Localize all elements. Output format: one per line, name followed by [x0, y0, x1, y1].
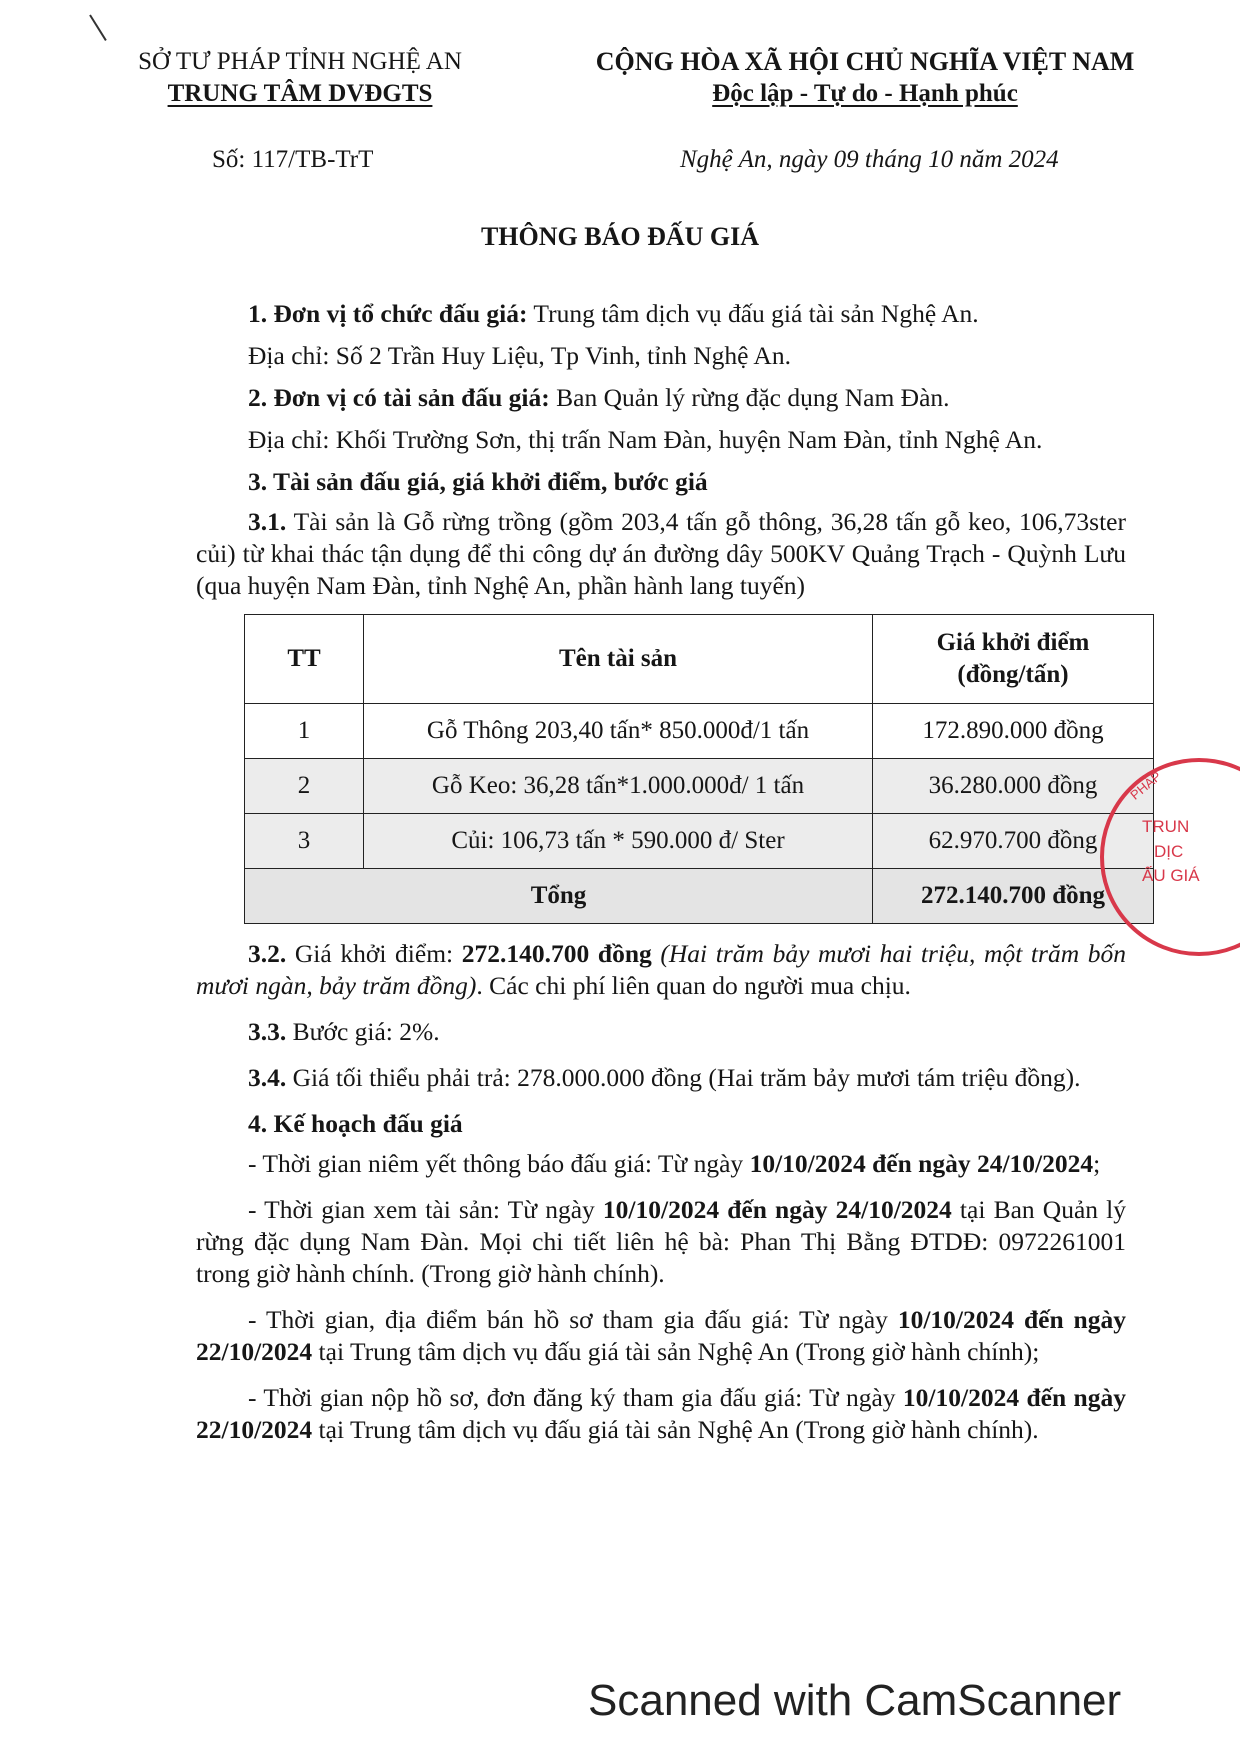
row-2-price: 36.280.000 đồng	[873, 759, 1154, 814]
agency-line-1: SỞ TƯ PHÁP TỈNH NGHỆ AN	[138, 48, 462, 75]
plan-item-3-a: - Thời gian, địa điểm bán hồ sơ tham gia đấu giá: Từ ngày	[248, 1305, 898, 1334]
table-row	[245, 814, 1154, 869]
section-3-heading	[196, 466, 1126, 498]
stamp-line-2: DỊC	[1154, 842, 1184, 861]
section-3-2-suffix: . Các chi phí liên quan do người mua chịu.	[476, 971, 911, 1000]
plan-item-3	[196, 1304, 1126, 1368]
section-2	[196, 382, 1126, 414]
document-title: THÔNG BÁO ĐẤU GIÁ	[480, 222, 760, 251]
section-3-1-text: Tài sản là Gỗ rừng trồng (gồm 203,4 tấn gỗ thông, 36,28 tấn gỗ keo, 106,73ster củi) từ khai thác tận dụng để thi công dự án đường dây 500KV Quảng Trạch - Quỳnh Lưu (qua huyện Nam Đàn, tỉnh Nghệ An, phần hành lang tuyến)	[196, 507, 1126, 600]
section-2-address: Địa chỉ: Khối Trường Sơn, thị trấn Nam Đàn, huyện Nam Đàn, tỉnh Nghệ An.	[248, 425, 1043, 454]
section-2-label: 2. Đơn vị có tài sản đấu giá:	[248, 383, 550, 412]
total-value: 272.140.700 đồng	[873, 869, 1154, 924]
plan-item-1-dates: 10/10/2024 đến ngày 24/10/2024	[749, 1149, 1094, 1178]
nation-line-1: CỘNG HÒA XÃ HỘI CHỦ NGHĨA VIỆT NAM	[595, 47, 1135, 76]
section-3-3-text: Bước giá: 2%.	[286, 1017, 440, 1046]
plan-item-4-c: tại Trung tâm dịch vụ đấu giá tài sản Nghệ An (Trong giờ hành chính).	[312, 1415, 1039, 1444]
table-row	[245, 759, 1154, 814]
asset-table	[244, 614, 1154, 924]
plan-item-2	[196, 1194, 1126, 1290]
scan-mark	[89, 14, 107, 41]
scanner-footer: Scanned with CamScanner	[588, 1676, 1122, 1725]
agency-header	[100, 46, 500, 110]
plan-item-1	[196, 1148, 1126, 1180]
section-1-value: Trung tâm dịch vụ đấu giá tài sản Nghệ An.	[527, 299, 979, 328]
col-price	[873, 615, 1154, 704]
plan-item-3-dates: 10/10/2024 đến ngày 22/10/2024	[196, 1305, 1126, 1366]
section-2-value: Ban Quản lý rừng đặc dụng Nam Đàn.	[549, 383, 950, 412]
section-3-2	[196, 938, 1126, 1002]
plan-item-2-a: - Thời gian xem tài sản: Từ ngày	[248, 1195, 603, 1224]
plan-item-4-dates: 10/10/2024 đến ngày 22/10/2024	[196, 1383, 1126, 1444]
stamp-line-3: ẤU GIÁ	[1142, 866, 1200, 885]
section-1	[196, 298, 1126, 330]
section-3-1-label: 3.1.	[248, 507, 287, 536]
row-2-tt: 2	[245, 759, 364, 814]
section-3-4-text: Giá tối thiểu phải trả: 278.000.000 đồng (Hai trăm bảy mươi tám triệu đồng).	[286, 1063, 1081, 1092]
nation-header	[560, 46, 1170, 110]
stamp-arc-text: PHÁP	[1127, 768, 1165, 803]
col-name: Tên tài sản	[364, 615, 873, 704]
table-total-row	[245, 869, 1154, 924]
plan-item-3-c: tại Trung tâm dịch vụ đấu giá tài sản Nghệ An (Trong giờ hành chính);	[312, 1337, 1040, 1366]
total-label: Tổng	[245, 869, 873, 924]
plan-item-1-c: ;	[1093, 1149, 1101, 1178]
row-1-name: Gỗ Thông 203,40 tấn* 850.000đ/1 tấn	[364, 704, 873, 759]
section-4-heading	[196, 1108, 1126, 1140]
document-date: Nghệ An, ngày 09 tháng 10 năm 2024	[680, 146, 1059, 173]
section-3-4	[196, 1062, 1126, 1094]
plan-item-1-a: - Thời gian niêm yết thông báo đấu giá: Từ ngày	[248, 1149, 750, 1178]
table-row	[245, 704, 1154, 759]
document-number: Số: 117/TB-TrT	[212, 146, 374, 173]
section-1-label: 1. Đơn vị tổ chức đấu giá:	[248, 299, 528, 328]
section-3-2-label: 3.2.	[248, 939, 287, 968]
plan-item-4-a: - Thời gian nộp hồ sơ, đơn đăng ký tham gia đấu giá: Từ ngày	[248, 1383, 903, 1412]
section-3-2-amount: 272.140.700 đồng	[461, 939, 652, 968]
section-3-3	[196, 1016, 1126, 1048]
row-3-price: 62.970.700 đồng	[873, 814, 1154, 869]
col-tt: TT	[245, 615, 364, 704]
section-3-heading-text: 3. Tài sản đấu giá, giá khởi điểm, bước giá	[248, 467, 708, 496]
nation-line-2: Độc lập - Tự do - Hạnh phúc	[712, 80, 1018, 107]
plan-item-4	[196, 1382, 1126, 1446]
row-1-tt: 1	[245, 704, 364, 759]
table-header-row	[245, 615, 1154, 704]
plan-item-2-c: tại Ban Quản lý rừng đặc dụng Nam Đàn. Mọi chi tiết liên hệ bà: Phan Thị Bằng ĐTDĐ: 0972261001 trong giờ hành chính. (Trong giờ hành chính).	[196, 1195, 1126, 1288]
section-3-2-prefix: Giá khởi điểm:	[286, 939, 462, 968]
document-body	[196, 298, 1126, 1460]
stamp-line-1: TRUN	[1142, 817, 1190, 836]
agency-line-2: TRUNG TÂM DVĐGTS	[167, 80, 433, 107]
plan-item-2-dates: 10/10/2024 đến ngày 24/10/2024	[602, 1195, 952, 1224]
col-price-line-1: Giá khởi điểm	[936, 629, 1090, 656]
row-1-price: 172.890.000 đồng	[873, 704, 1154, 759]
section-4-heading-text: 4. Kế hoạch đấu giá	[248, 1109, 463, 1138]
row-3-tt: 3	[245, 814, 364, 869]
section-3-3-label: 3.3.	[248, 1017, 287, 1046]
row-2-name: Gỗ Keo: 36,28 tấn*1.000.000đ/ 1 tấn	[364, 759, 873, 814]
row-3-name: Củi: 106,73 tấn * 590.000 đ/ Ster	[364, 814, 873, 869]
section-3-2-words: (Hai trăm bảy mươi hai triệu, một trăm bốn mươi ngàn, bảy trăm đồng)	[196, 939, 1126, 1000]
section-3-1	[196, 506, 1126, 602]
section-1-address: Địa chỉ: Số 2 Trần Huy Liệu, Tp Vinh, tỉnh Nghệ An.	[248, 341, 791, 370]
section-3-4-label: 3.4.	[248, 1063, 287, 1092]
col-price-line-2: (đồng/tấn)	[957, 661, 1069, 688]
